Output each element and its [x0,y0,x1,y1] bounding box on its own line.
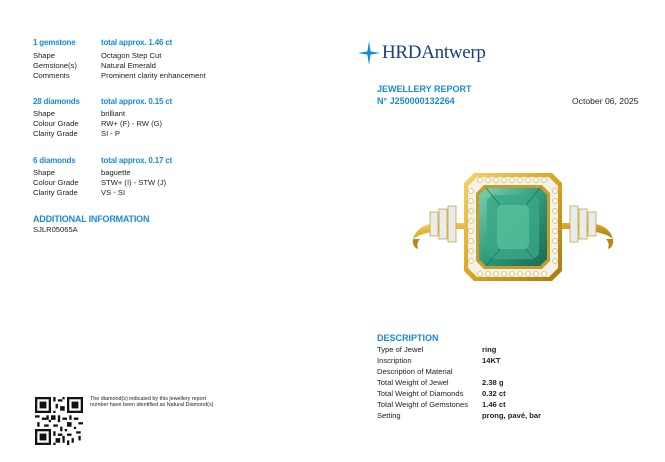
qr-code-graphic [35,397,83,445]
qr-note: The diamond(s) indicated by this jewellery report number have been identified as Natural Diamond(s) [90,396,214,409]
row-label: Clarity Grade [33,188,78,197]
row-value: STW+ (I) - STW (J) [101,178,167,187]
row-value: Octagon Step Cut [101,51,162,60]
row-value: SI - P [101,129,120,138]
report-number: N° J250000132264 [377,96,455,106]
row-label: Shape [33,168,55,177]
baguettes-total: total approx. 0.17 ct [101,156,172,165]
desc-label: Total Weight of Gemstones [377,400,469,409]
row-label: Shape [33,51,55,60]
baguettes-section [33,156,293,201]
desc-value: ring [482,345,497,354]
diamonds-total: total approx. 0.15 ct [101,97,172,106]
row-value: VS - SI [101,188,126,197]
gemstone-count: 1 gemstone [33,38,76,47]
desc-value: 2.38 g [482,378,504,387]
desc-label: Type of Jewel [377,345,424,354]
row-label: Colour Grade [33,119,79,128]
logo-text-antwerp: Antwerp [421,42,486,63]
row-label: Shape [33,109,55,118]
ring-image [408,163,618,293]
row-label: Colour Grade [33,178,79,187]
logo-text-hrd: HRD [382,42,422,63]
diamonds-count: 28 diamonds [33,97,80,106]
gemstone-section [33,38,293,83]
desc-value: 0.32 ct [482,389,506,398]
desc-value: 14KT [482,356,501,365]
qr-code[interactable] [35,397,83,445]
row-value: RW+ (F) - RW (G) [101,119,163,128]
star-icon [358,41,380,65]
additional-info-title: ADDITIONAL INFORMATION [33,214,150,224]
additional-info-value: SJLR05065A [33,225,78,234]
row-value: baguette [101,168,131,177]
desc-label: Total Weight of Jewel [377,378,449,387]
desc-label: Description of Material [377,367,453,376]
report-title: JEWELLERY REPORT [377,84,472,94]
row-value: Natural Emerald [101,61,156,70]
desc-value: prong, pavé, bar [482,411,542,420]
row-value: Prominent clarity enhancement [101,71,206,80]
hrd-logo [358,39,486,67]
baguettes-count: 6 diamonds [33,156,76,165]
row-label: Comments [33,71,70,80]
description-table [377,345,637,425]
row-label: Gemstone(s) [33,61,77,70]
gemstone-total: total approx. 1.46 ct [101,38,172,47]
row-value: brilliant [101,109,126,118]
jewel-photo [408,163,618,293]
desc-label: Total Weight of Diamonds [377,389,464,398]
report-date: October 06, 2025 [572,96,639,106]
diamonds-section [33,97,293,142]
description-title: DESCRIPTION [377,333,439,343]
row-label: Clarity Grade [33,129,78,138]
desc-label: Setting [377,411,401,420]
desc-value: 1.46 ct [482,400,506,409]
desc-label: Inscription [377,356,412,365]
